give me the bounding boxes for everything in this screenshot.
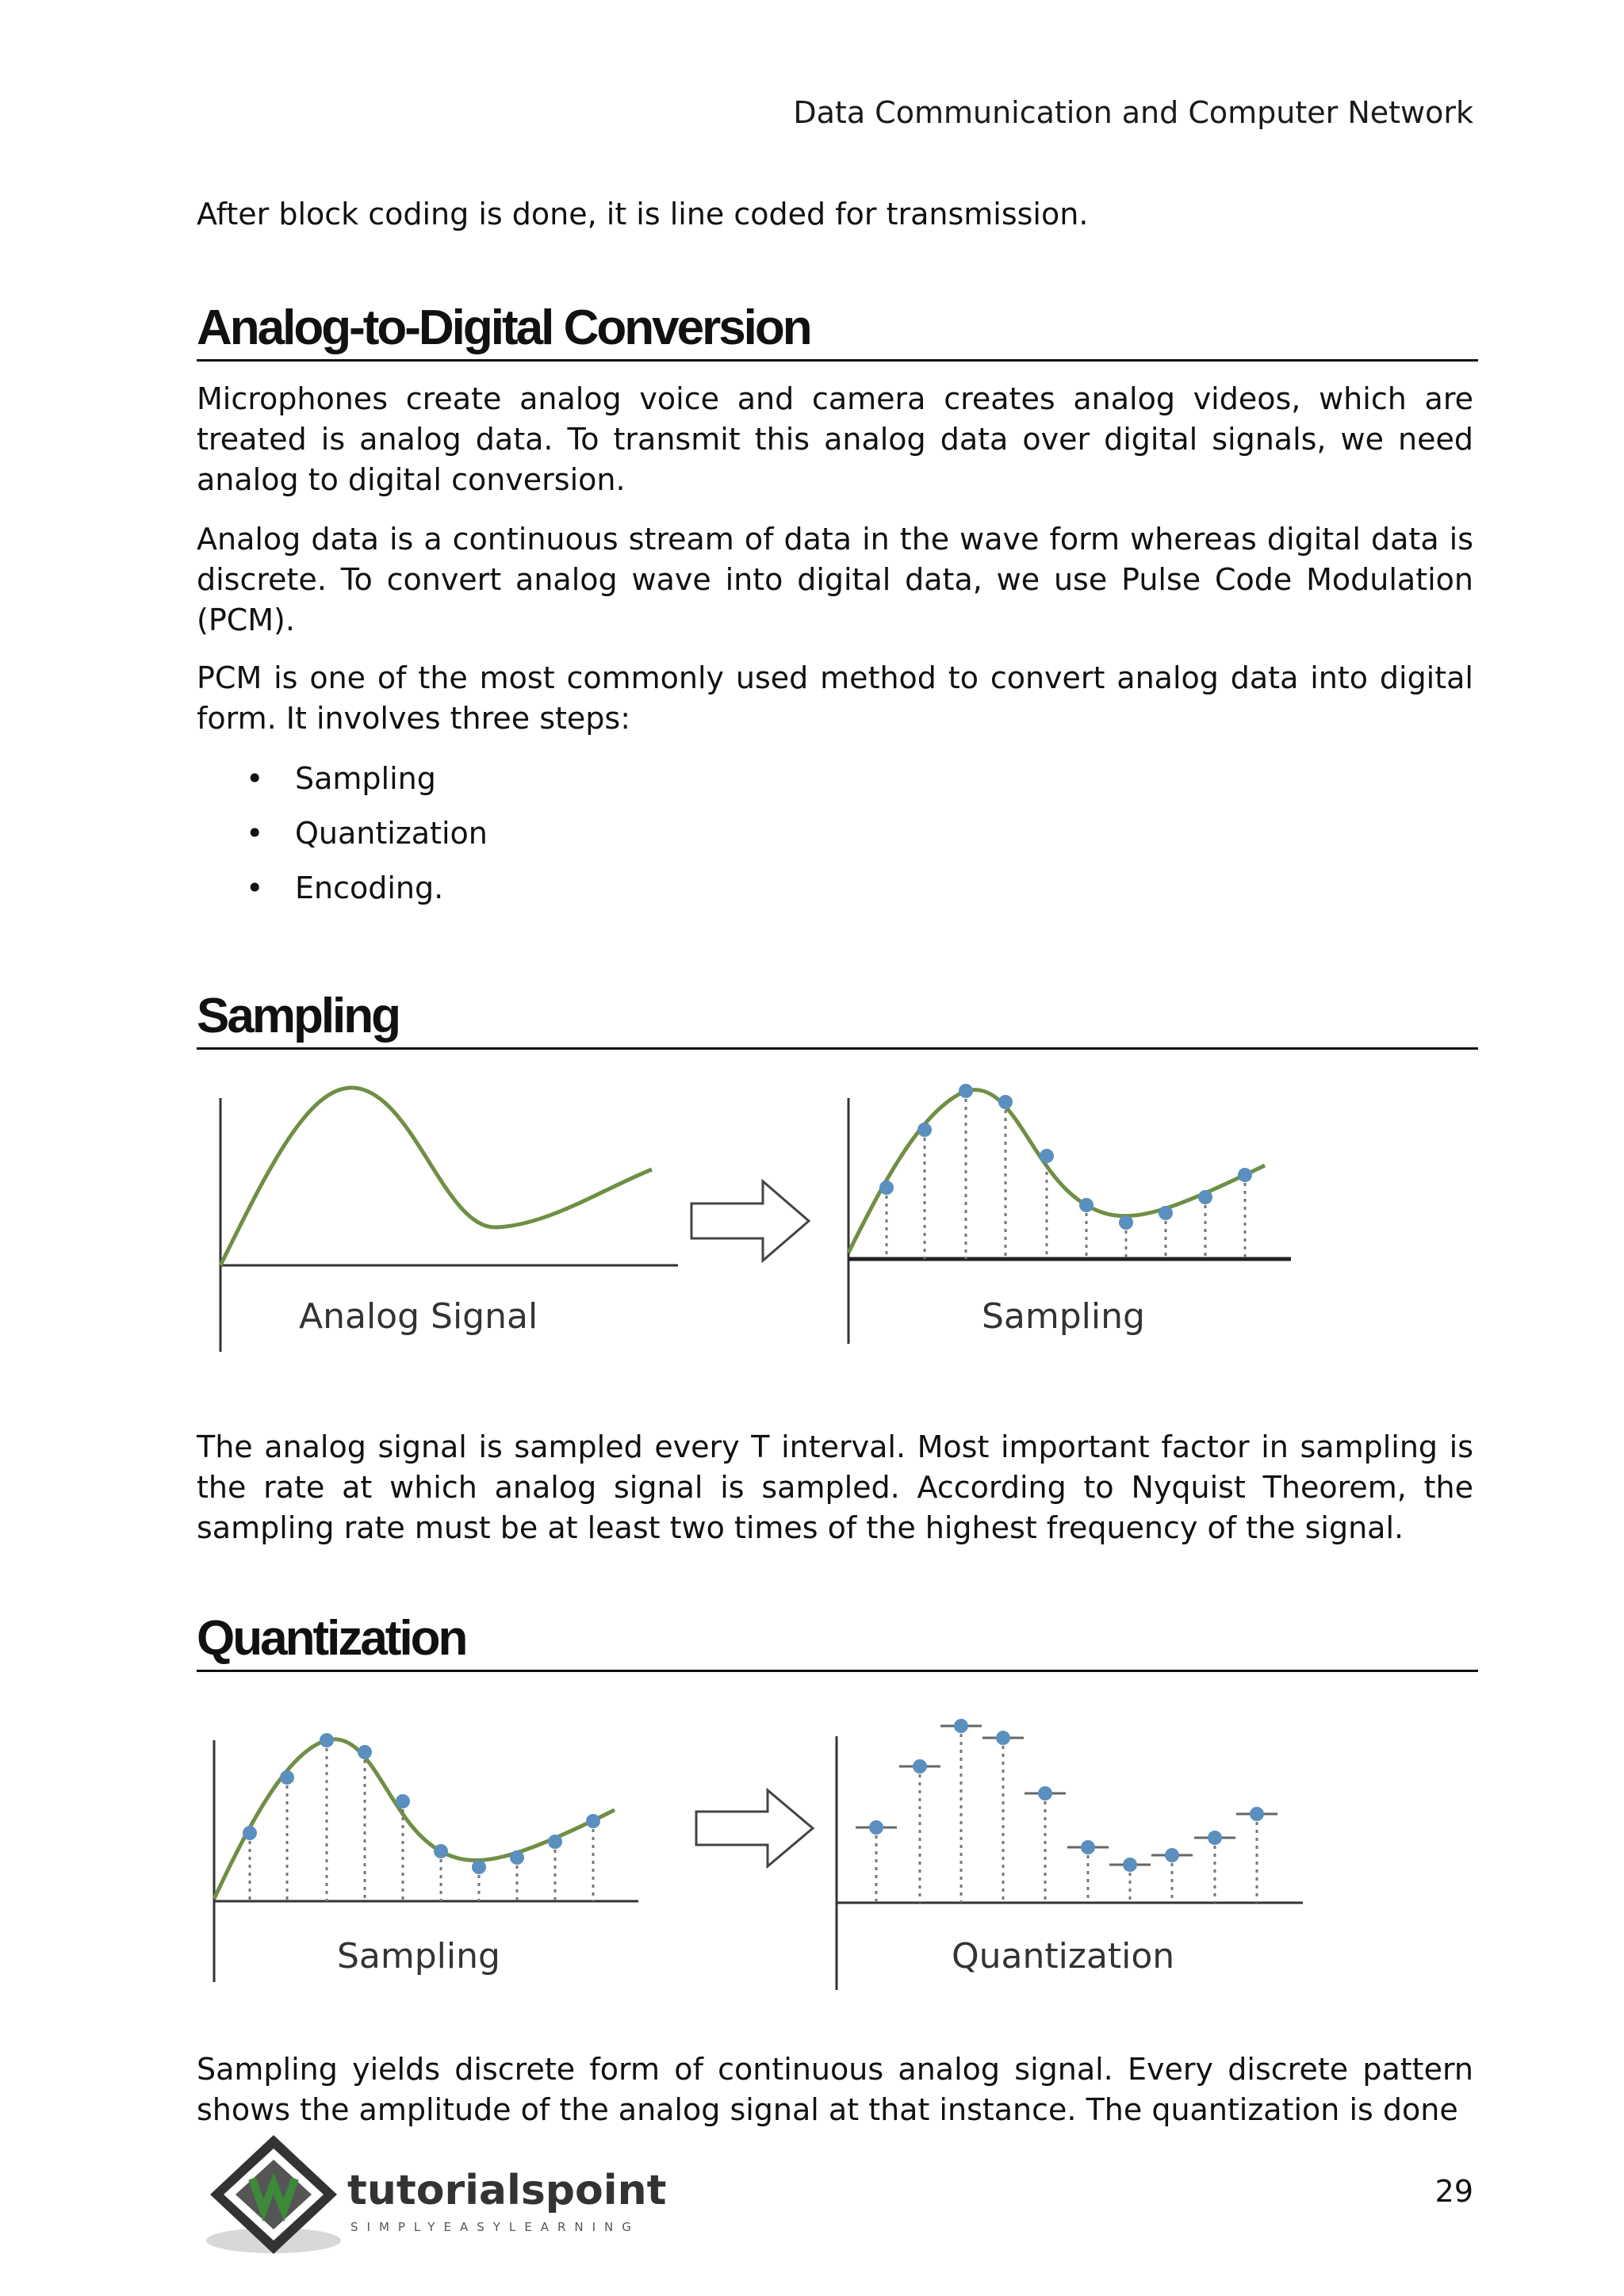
paragraph-quantization: Sampling yields discrete form of continuous analog signal. Every discrete pattern shows the amplitude of the analog signal at that instance. The quantization is done	[197, 2052, 1473, 2127]
paragraph-sampling: The analog signal is sampled every T interval. Most important factor in sampling is the rate at which analog signal is sampled. According to Nyquist Theorem, the sampling rate must be at least two times of the highest frequency of the signal.	[197, 1429, 1473, 1545]
heading-quantization: Quantization	[197, 1608, 1478, 1672]
sample-point	[1038, 1786, 1052, 1800]
sampling-panel-2	[214, 1733, 638, 1982]
sample-point	[869, 1820, 883, 1835]
bullet: •	[246, 871, 264, 905]
paragraph-pcm: PCM is one of the most commonly used method to convert analog data into digital form. It involves three steps:	[197, 660, 1473, 736]
sample-point	[243, 1826, 257, 1840]
bullet: •	[246, 816, 264, 851]
paragraph-analog-data: Analog data is a continuous stream of data in the wave form whereas digital data is discrete. To convert analog wave into digital data, we use Pulse Code Modulation (PCM).	[197, 522, 1473, 637]
figure-label-sampling-2: Sampling	[337, 1936, 500, 1976]
sample-point	[320, 1733, 334, 1747]
step-label: Encoding.	[295, 871, 444, 905]
figure-label-analog-signal: Analog Signal	[299, 1296, 538, 1337]
step-label: Sampling	[295, 761, 436, 796]
sample-point	[1250, 1807, 1264, 1821]
sample-point	[1165, 1848, 1179, 1862]
sample-point	[510, 1850, 524, 1865]
sample-point	[1081, 1840, 1095, 1854]
sample-point	[913, 1759, 927, 1774]
heading-analog-to-digital: Analog-to-Digital Conversion	[197, 297, 1478, 362]
quantization-panel	[837, 1719, 1303, 1990]
heading-sampling: Sampling	[197, 985, 1478, 1050]
sample-point	[280, 1770, 294, 1785]
running-header: Data Communication and Computer Network	[793, 95, 1473, 130]
step-label: Quantization	[295, 816, 488, 851]
tutorialspoint-logo	[198, 2131, 737, 2258]
sample-point	[1208, 1831, 1222, 1845]
bullet: •	[246, 761, 264, 796]
figure-label-quantization: Quantization	[952, 1936, 1175, 1976]
arrow-icon	[696, 1790, 813, 1866]
sample-point	[434, 1844, 448, 1858]
logo-wordmark: tutorialspoint	[347, 2167, 667, 2214]
sample-point	[472, 1860, 486, 1874]
intro-paragraph: After block coding is done, it is line coded for transmission.	[197, 197, 1089, 232]
logo-tagline: SIMPLYEASYLEARNING	[350, 2220, 640, 2234]
figure-label-sampling: Sampling	[982, 1296, 1145, 1337]
page-number: 29	[1434, 2174, 1473, 2209]
sample-point	[586, 1814, 600, 1828]
sample-point	[548, 1835, 562, 1849]
sample-point	[358, 1745, 372, 1759]
sample-point	[996, 1731, 1010, 1745]
sample-point	[396, 1794, 410, 1808]
sample-point	[954, 1719, 968, 1733]
sample-point	[1123, 1858, 1137, 1872]
paragraph-microphones: Microphones create analog voice and camera creates analog videos, which are treated is analog data. To transmit this analog data over digital signals, we need analog to digital conversion.	[197, 381, 1473, 497]
